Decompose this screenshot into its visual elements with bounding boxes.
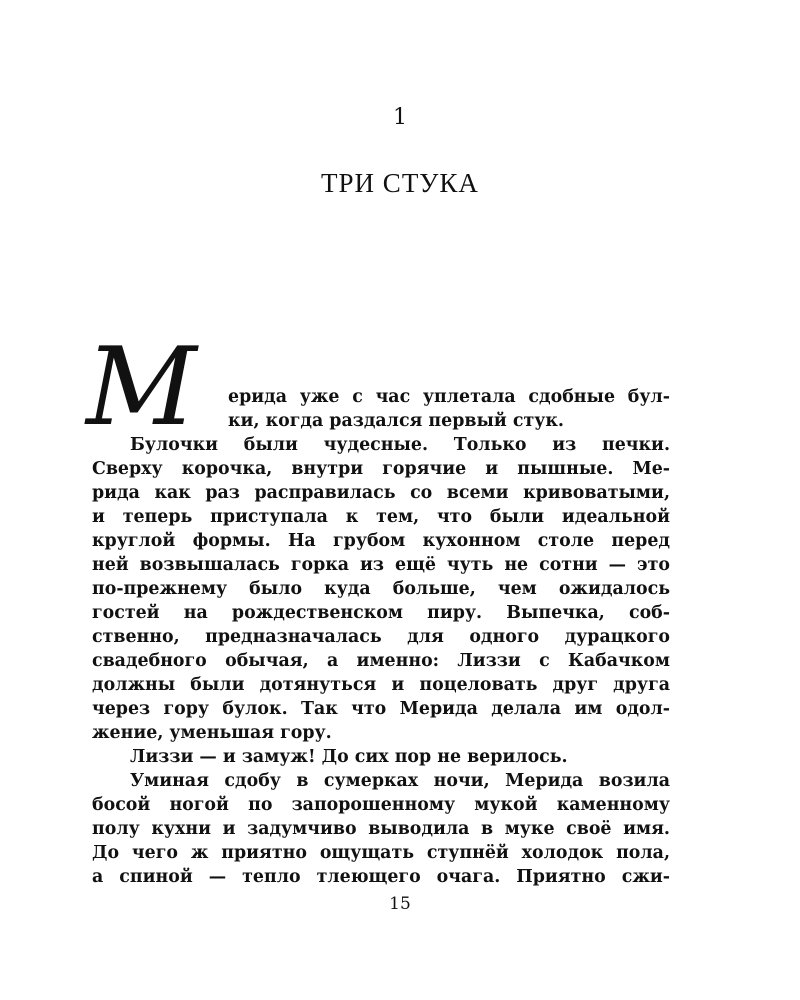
text-line: ерида уже с час уплетала сдобные бул-: [228, 387, 670, 407]
chapter-number: 1: [393, 105, 407, 130]
text-line: а спиной — тепло тлеющего очага. Приятно сжи-: [92, 867, 670, 887]
text-line: жение, уменьшая гору.: [92, 723, 332, 743]
page-number: 15: [389, 894, 411, 914]
text-line: свадебного обычая, а именно: Лиззи с Кабачком: [92, 651, 670, 671]
text-line: и теперь приступала к тем, что были идеальной: [92, 507, 670, 527]
text-line: по-прежнему было куда больше, чем ожидалось: [92, 579, 670, 599]
text-line: Лиззи — и замуж! До сих пор не верилось.: [130, 747, 568, 767]
text-line: рида как раз расправилась со всеми кривоватыми,: [92, 483, 670, 503]
text-line: гостей на рождественском пиру. Выпечка, соб-: [92, 603, 670, 623]
text-line: ственно, предназначалась для одного дурацкого: [92, 627, 670, 647]
drop-cap: М: [86, 325, 197, 450]
text-line: полу кухни и задумчиво выводила в муке своё имя.: [92, 819, 670, 839]
text-line: Булочки были чудесные. Только из печки.: [130, 435, 670, 455]
text-line: Уминая сдобу в сумерках ночи, Мерида возила: [130, 771, 670, 791]
text-line: ки, когда раздался первый стук.: [228, 411, 564, 431]
text-line: До чего ж приятно ощущать ступнёй холодок пола,: [92, 843, 670, 863]
text-line: ней возвышалась горка из ещё чуть не сотни — это: [92, 555, 670, 575]
text-line: круглой формы. На грубом кухонном столе перед: [92, 531, 670, 551]
text-line: Сверху корочка, внутри горячие и пышные. Ме-: [92, 459, 670, 479]
text-line: должны были дотянуться и поцеловать друг друга: [92, 675, 670, 695]
text-line: босой ногой по запорошенному мукой каменному: [92, 795, 670, 815]
text-line: через гору булок. Так что Мерида делала им одол-: [92, 699, 670, 719]
chapter-title: ТРИ СТУКА: [321, 168, 479, 198]
